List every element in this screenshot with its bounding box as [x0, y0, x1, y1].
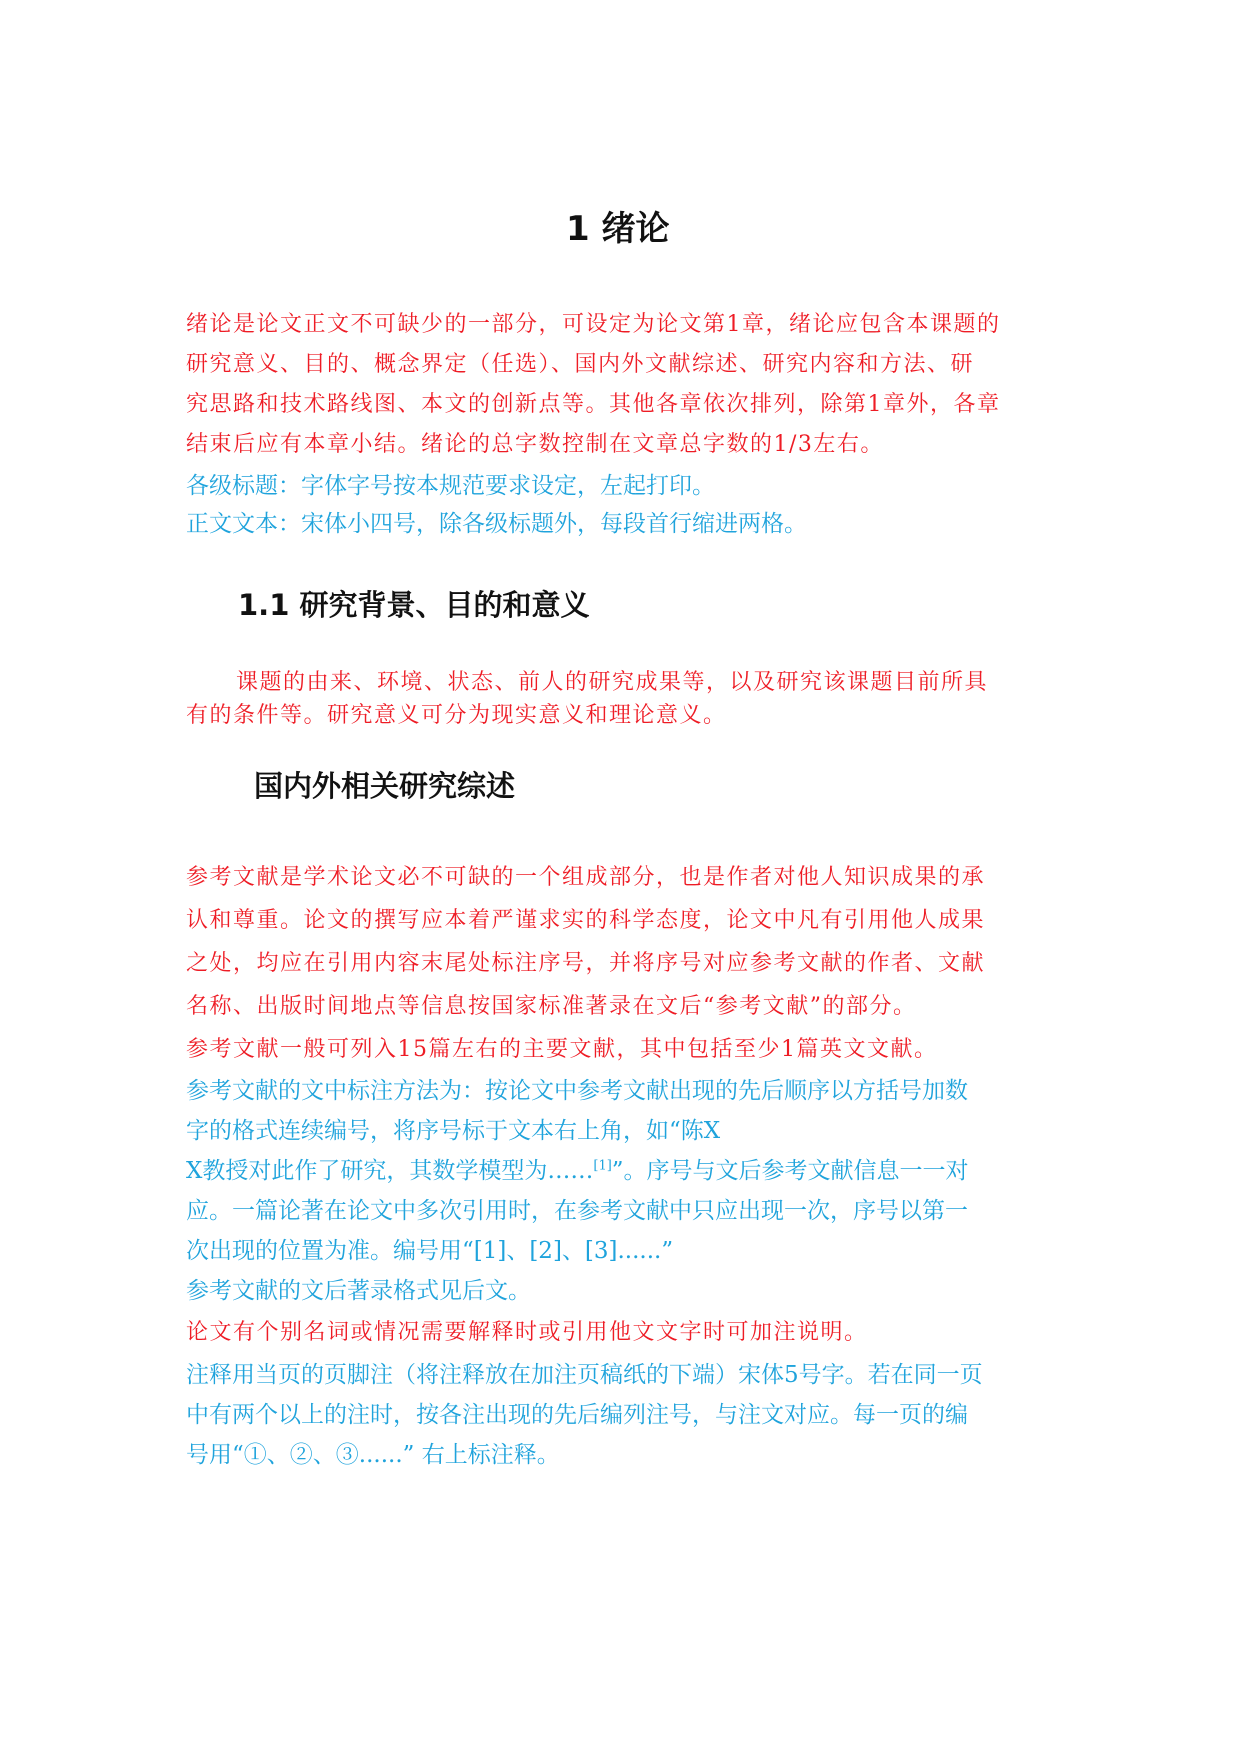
citation-blue-line: 次出现的位置为准。编号用“[1]、[2]、[3]......” — [186, 1238, 674, 1264]
section-heading-review: 国内外相关研究综述 — [254, 769, 516, 803]
intro-blue-line: 正文文本：宋体小四号，除各级标题外，每段首行缩进两格。 — [186, 511, 807, 537]
intro-red-line: 研究意义、目的、概念界定（任选）、国内外文献综述、研究内容和方法、研 — [186, 352, 975, 377]
note-blue-line: 注释用当页的页脚注（将注释放在加注页稿纸的下端）宋体5号字。若在同一页 — [186, 1362, 983, 1388]
citation-blue-line: 参考文献的文中标注方法为：按论文中参考文献出现的先后顺序以方括号加数 — [186, 1078, 968, 1104]
citation-superscript: [1] — [593, 1158, 612, 1174]
note-blue-line: 号用“①、②、③......” 右上标注释。 — [186, 1442, 560, 1468]
note-blue-line: 中有两个以上的注时，按各注出现的先后编列注号，与注文对应。每一页的编 — [186, 1402, 968, 1428]
intro-red-line: 绪论是论文正文不可缺少的一部分，可设定为论文第1章，绪论应包含本课题的 — [186, 312, 1001, 337]
chapter-title: 1 绪论 — [566, 209, 670, 249]
section-1-1-body-line: 有的条件等。研究意义可分为现实意义和理论意义。 — [186, 703, 727, 728]
section-heading-1-1: 1.1 研究背景、目的和意义 — [238, 588, 590, 622]
review-red-line: 名称、出版时间地点等信息按国家标准著录在文后“参考文献”的部分。 — [186, 994, 917, 1019]
citation-blue-line — [186, 1152, 969, 1185]
review-red-line: 之处，均应在引用内容末尾处标注序号，并将序号对应参考文献的作者、文献 — [186, 951, 986, 976]
citation-blue-line: 应。一篇论著在论文中多次引用时，在参考文献中只应出现一次，序号以第一 — [186, 1198, 968, 1224]
note-red-line: 论文有个别名词或情况需要解释时或引用他文文字时可加注说明。 — [186, 1320, 868, 1345]
citation-blue-line: 参考文献的文后著录格式见后文。 — [186, 1278, 531, 1304]
review-red-line: 参考文献一般可列入15篇左右的主要文献，其中包括至少1篇英文文献。 — [186, 1037, 938, 1062]
intro-red-line: 究思路和技术路线图、本文的创新点等。其他各章依次排列，除第1章外，各章 — [186, 392, 1001, 417]
citation-text: ”。序号与文后参考文献信息一一对 — [611, 1158, 969, 1184]
intro-blue-line: 各级标题：字体字号按本规范要求设定，左起打印。 — [186, 473, 715, 499]
section-1-1-body-line: 课题的由来、环境、状态、前人的研究成果等，以及研究该课题目前所具 — [236, 670, 989, 695]
citation-blue-line: 字的格式连续编号，将序号标于文本右上角，如“陈X — [186, 1118, 721, 1144]
intro-red-line: 结束后应有本章小结。绪论的总字数控制在文章总字数的1/3左右。 — [186, 432, 884, 457]
review-red-line: 认和尊重。论文的撰写应本着严谨求实的科学态度，论文中凡有引用他人成果 — [186, 908, 986, 933]
review-red-line: 参考文献是学术论文必不可缺的一个组成部分，也是作者对他人知识成果的承 — [186, 865, 986, 890]
citation-text: X教授对此作了研究，其数学模型为…… — [186, 1158, 594, 1184]
